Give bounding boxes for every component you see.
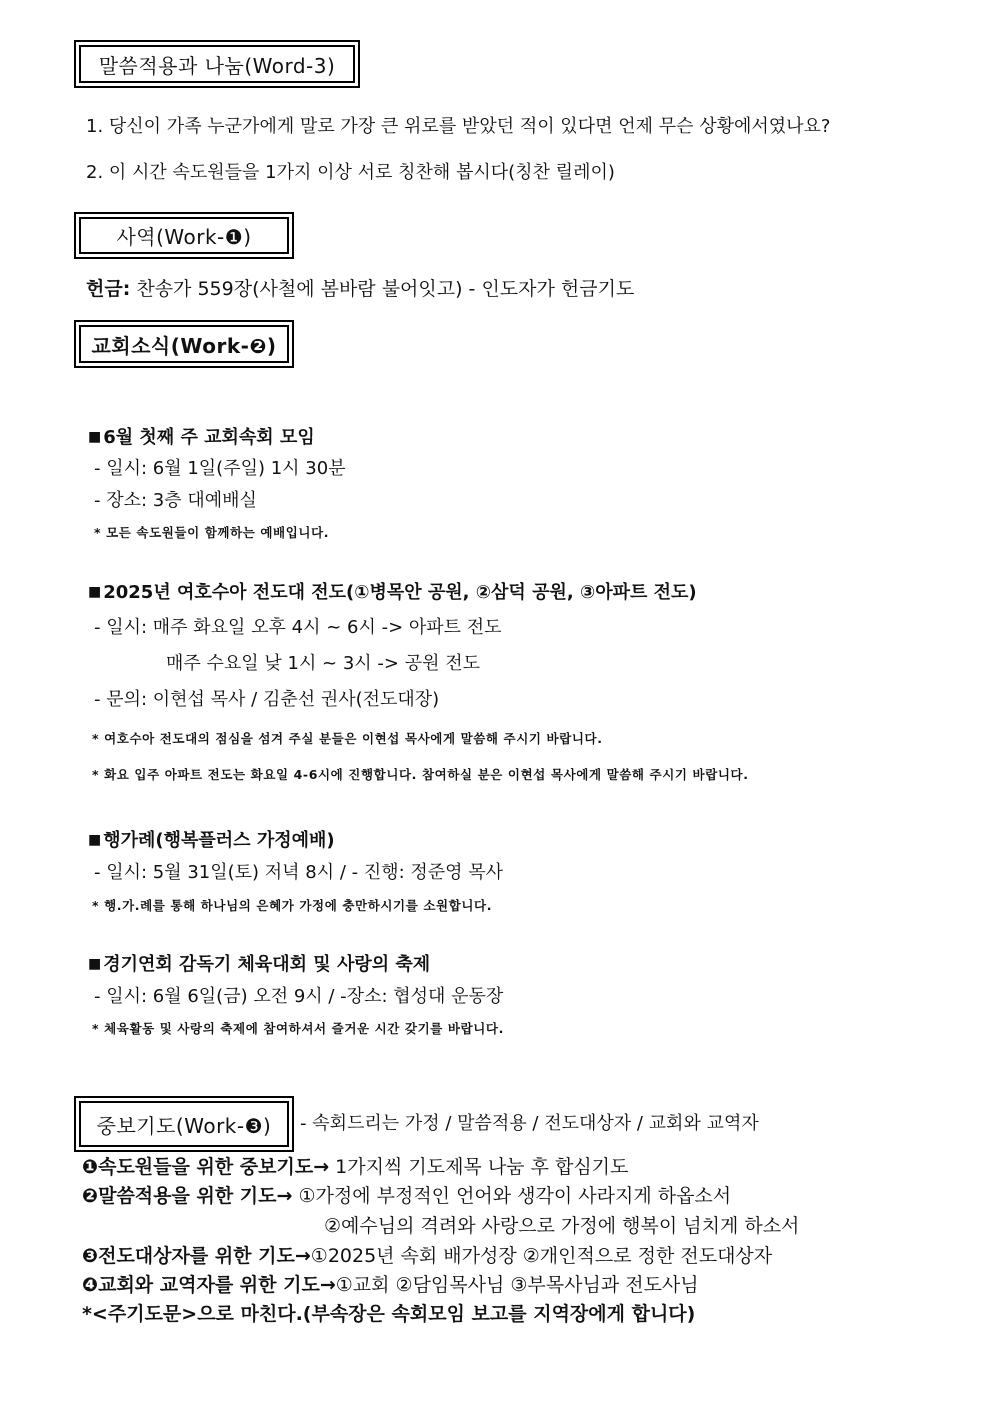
bullet-square-icon: ■ [88, 956, 102, 972]
prayer-3-label: ❸전도대상자를 위한 기도→ [82, 1245, 311, 1267]
news-1-heading [88, 425, 315, 450]
news-2-heading [88, 580, 697, 605]
news-2-heading-text: 2025년 여호수아 전도대 전도(①병목안 공원, ②삼덕 공원, ③아파트 전도) [103, 582, 697, 603]
news-4-heading [88, 952, 430, 977]
prayer-3 [82, 1244, 772, 1268]
bullet-square-icon: ■ [88, 584, 102, 600]
section-title-work3-label: 중보기도(Work-❸) [79, 1101, 289, 1147]
section-title-work1 [74, 212, 294, 259]
news-1-heading-text: 6월 첫째 주 교회속회 모임 [103, 427, 315, 448]
prayer-1-label: ❶속도원들을 위한 중보기도→ [82, 1156, 330, 1178]
section-title-work2 [74, 320, 294, 368]
section-title-word-label: 말씀적용과 나눔(Word-3) [79, 45, 355, 83]
prayer-2-text: ①가정에 부정적인 언어와 생각이 사라지게 하옵소서 [292, 1185, 732, 1207]
section-title-work1-label: 사역(Work-❶) [79, 217, 289, 254]
section-title-work3 [74, 1096, 294, 1152]
news-4-note: * 체육활동 및 사랑의 축제에 참여하셔서 즐거운 시간 갖기를 바랍니다. [92, 1021, 504, 1036]
news-1-date: - 일시: 6월 1일(주일) 1시 30분 [94, 458, 346, 479]
offering-line [86, 277, 634, 301]
section-title-work2-label: 교회소식(Work-❷) [79, 325, 289, 363]
intercession-subtitle: - 속회드리는 가정 / 말씀적용 / 전도대상자 / 교회와 교역자 [300, 1113, 759, 1134]
prayer-4-text: ①교회 ②담임목사님 ③부목사님과 전도사님 [335, 1274, 699, 1296]
bullet-square-icon: ■ [88, 832, 102, 848]
news-2-date: - 일시: 매주 화요일 오후 4시 ~ 6시 -> 아파트 전도 [94, 617, 502, 638]
news-3-note: * 행.가.례를 통해 하나님의 은혜가 가정에 충만하시기를 소원합니다. [92, 898, 493, 913]
section-title-word [74, 40, 360, 88]
prayer-2 [82, 1184, 731, 1208]
prayer-2-cont: ②예수님의 격려와 사랑으로 가정에 행복이 넘치게 하소서 [324, 1215, 800, 1237]
question-2: 2. 이 시간 속도원들을 1가지 이상 서로 칭찬해 봅시다(칭찬 릴레이) [86, 162, 615, 183]
prayer-1 [82, 1155, 628, 1179]
news-3-date: - 일시: 5월 31일(토) 저녁 8시 / - 진행: 정준영 목사 [94, 862, 504, 883]
news-3-heading [88, 828, 335, 853]
prayer-3-text: ①2025년 속회 배가성장 ②개인적으로 정한 전도대상자 [310, 1245, 773, 1267]
news-4-heading-text: 경기연회 감독기 체육대회 및 사랑의 축제 [103, 954, 431, 975]
news-2-note-2: * 화요 입주 아파트 전도는 화요일 4-6시에 진행합니다. 참여하실 분은 이현섭 목사에게 말씀해 주시기 바랍니다. [92, 767, 749, 782]
prayer-2-label: ❷말씀적용을 위한 기도→ [82, 1185, 293, 1207]
bullet-square-icon: ■ [88, 429, 102, 445]
prayer-1-text: 1가지씩 기도제목 나눔 후 합심기도 [329, 1156, 629, 1178]
news-1-note: * 모든 속도원들이 함께하는 예배입니다. [94, 525, 330, 540]
news-2-date-2: 매주 수요일 낮 1시 ~ 3시 -> 공원 전도 [166, 653, 480, 674]
news-2-note-1: * 여호수아 전도대의 점심을 섬겨 주실 분들은 이현섭 목사에게 말씀해 주시기 바랍니다. [92, 731, 603, 746]
news-3-heading-text: 행가례(행복플러스 가정예배) [103, 830, 335, 851]
news-1-place: - 장소: 3층 대예배실 [94, 490, 257, 511]
news-4-date: - 일시: 6월 6일(금) 오전 9시 / -장소: 협성대 운동장 [94, 986, 504, 1007]
offering-text: 찬송가 559장(사철에 봄바람 불어잇고) - 인도자가 헌금기도 [130, 278, 635, 300]
offering-label: 헌금: [86, 278, 131, 300]
prayer-4 [82, 1273, 699, 1297]
news-2-contact: - 문의: 이현섭 목사 / 김춘선 권사(전도대장) [94, 689, 440, 710]
prayer-4-label: ❹교회와 교역자를 위한 기도→ [82, 1274, 336, 1296]
closing-line: *<주기도문>으로 마친다.(부속장은 속회모임 보고를 지역장에게 합니다) [82, 1303, 696, 1325]
question-1: 1. 당신이 가족 누군가에게 말로 가장 큰 위로를 받았던 적이 있다면 언제 무슨 상황에서였나요? [86, 116, 831, 137]
